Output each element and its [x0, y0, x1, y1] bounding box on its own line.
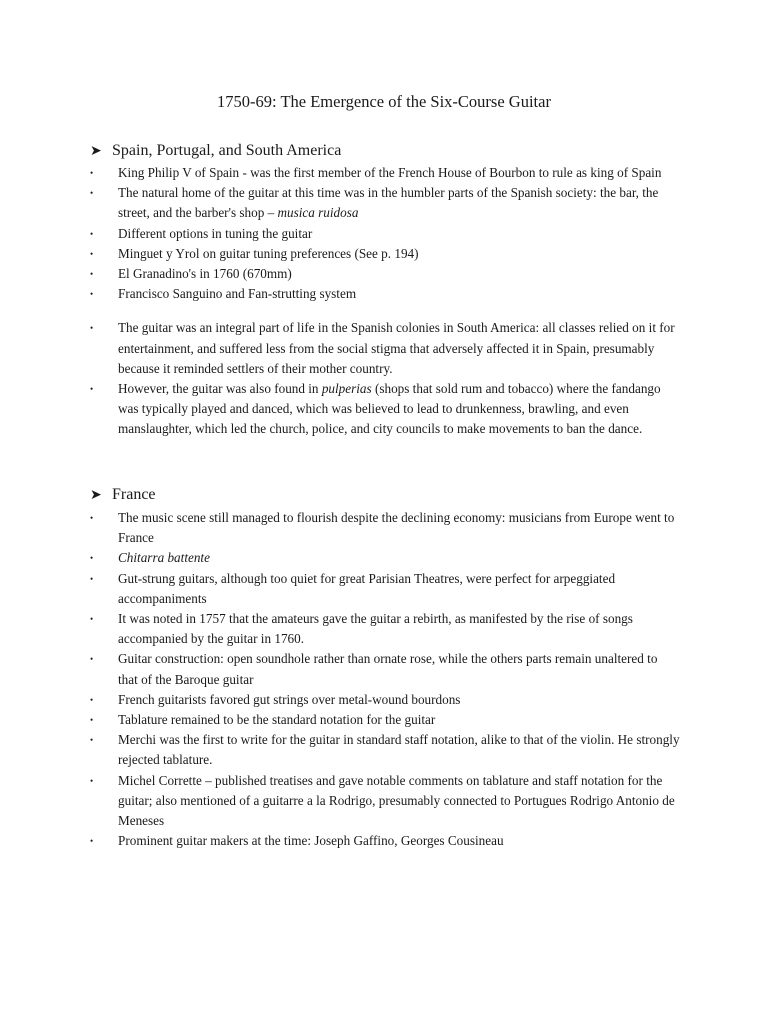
- list-item-text: Merchi was the first to write for the guitar in standard staff notation, alike to that of the violin. He strongly rejected tablature.: [118, 732, 680, 768]
- bullet-icon: •: [90, 775, 94, 786]
- list-item: [90, 284, 680, 304]
- section-heading-spain: [90, 140, 341, 163]
- arrow-bullet-icon: ➤: [90, 144, 102, 159]
- list-item: [90, 730, 680, 770]
- italic-term: musica ruidosa: [277, 205, 359, 221]
- bullet-icon: •: [90, 289, 94, 300]
- section-heading-france: [90, 484, 156, 507]
- list-item-text: French guitarists favored gut strings over metal-wound bourdons: [118, 691, 461, 707]
- list-item-text: The natural home of the guitar at this time was in the humbler parts of the Spanish society: the bar, the street, and the barber's shop –: [118, 185, 659, 221]
- list-item-text: Different options in tuning the guitar: [118, 225, 313, 241]
- section-list-spain: [90, 163, 680, 440]
- list-item: [90, 264, 680, 284]
- bullet-icon: •: [90, 513, 94, 523]
- list-item: [90, 163, 680, 183]
- list-item: [90, 224, 680, 244]
- bullet-icon: •: [90, 715, 94, 726]
- list-item-text: Michel Corrette – published treatises and gave notable comments on tablature and staff notation for the guitar; also mentioned of a guitarre a la Rodrigo, presumably connected to Portugues Rodrigo Antonio de Meneses: [118, 772, 675, 829]
- bullet-icon: •: [90, 614, 94, 625]
- list-item: [90, 710, 680, 730]
- list-item: [90, 183, 680, 223]
- bullet-icon: •: [90, 384, 94, 395]
- list-spacer: [90, 304, 680, 318]
- bullet-icon: •: [90, 694, 94, 705]
- bullet-icon: •: [90, 248, 94, 259]
- list-item-text: Chitarra battente: [118, 550, 210, 566]
- section-heading-text: France: [112, 486, 156, 503]
- list-item: [90, 508, 680, 548]
- bullet-icon: •: [90, 735, 94, 746]
- list-item: [90, 548, 680, 568]
- italic-term: pulperias: [321, 381, 372, 397]
- list-item: [90, 244, 680, 264]
- arrow-bullet-icon: ➤: [90, 488, 102, 503]
- list-item-text: Francisco Sanguino and Fan-strutting system: [118, 286, 357, 302]
- list-item: [90, 690, 680, 710]
- list-item: [90, 609, 680, 649]
- bullet-icon: •: [90, 553, 94, 564]
- list-item-text: Gut-strung guitars, although too quiet for great Parisian Theatres, were perfect for arpeggiated accompaniments: [118, 570, 616, 606]
- bullet-icon: •: [90, 188, 94, 199]
- bullet-icon: •: [90, 269, 94, 280]
- list-item-text: Guitar construction: open soundhole rather than ornate rose, while the others parts remain unaltered to that of the Baroque guitar: [118, 651, 658, 687]
- list-item-text: The guitar was an integral part of life in the Spanish colonies in South America: all classes relied on it for entertainment, and suffered less from the social stigma that adversely affected it in Spain, presumably because it reminded settlers of their mother country.: [118, 320, 675, 376]
- list-item: [90, 831, 680, 851]
- list-item-text: Prominent guitar makers at the time: Joseph Gaffino, Georges Cousineau: [118, 833, 504, 849]
- list-item: [90, 379, 680, 440]
- list-item-text: The music scene still managed to flourish despite the declining economy: musicians from Europe went to France: [118, 510, 675, 546]
- bullet-icon: •: [90, 228, 94, 239]
- list-item-text: Tablature remained to be the standard notation for the guitar: [118, 712, 436, 728]
- list-item-text: El Granadino's in 1760 (670mm): [118, 266, 292, 282]
- bullet-icon: •: [90, 573, 94, 584]
- bullet-icon: •: [90, 168, 94, 178]
- bullet-icon: •: [90, 836, 94, 847]
- list-item: [90, 318, 680, 379]
- list-item: [90, 771, 680, 832]
- bullet-icon: •: [90, 323, 94, 334]
- list-item-text: King Philip V of Spain - was the first member of the French House of Bourbon to rule as king of Spain: [118, 165, 662, 180]
- list-item-text: It was noted in 1757 that the amateurs gave the guitar a rebirth, as manifested by the rise of songs accompanied by the guitar in 1760.: [118, 611, 633, 647]
- list-item: [90, 569, 680, 609]
- list-item: [90, 649, 680, 689]
- list-item-text: (shops that sold rum and tobacco) where the fandango was typically played and danced, which was believed to lead to drunkenness, brawling, and even manslaughter, which led the church, police, and city councils to make movements to ban the dance.: [118, 381, 661, 437]
- bullet-icon: •: [90, 654, 94, 665]
- page-title: 1750-69: The Emergence of the Six-Course Guitar: [217, 92, 551, 111]
- section-list-france: [90, 508, 680, 851]
- section-heading-text: Spain, Portugal, and South America: [112, 142, 342, 159]
- list-item-text: However, the guitar was also found in: [118, 381, 322, 397]
- list-item-text: Minguet y Yrol on guitar tuning preferences (See p. 194): [118, 245, 419, 261]
